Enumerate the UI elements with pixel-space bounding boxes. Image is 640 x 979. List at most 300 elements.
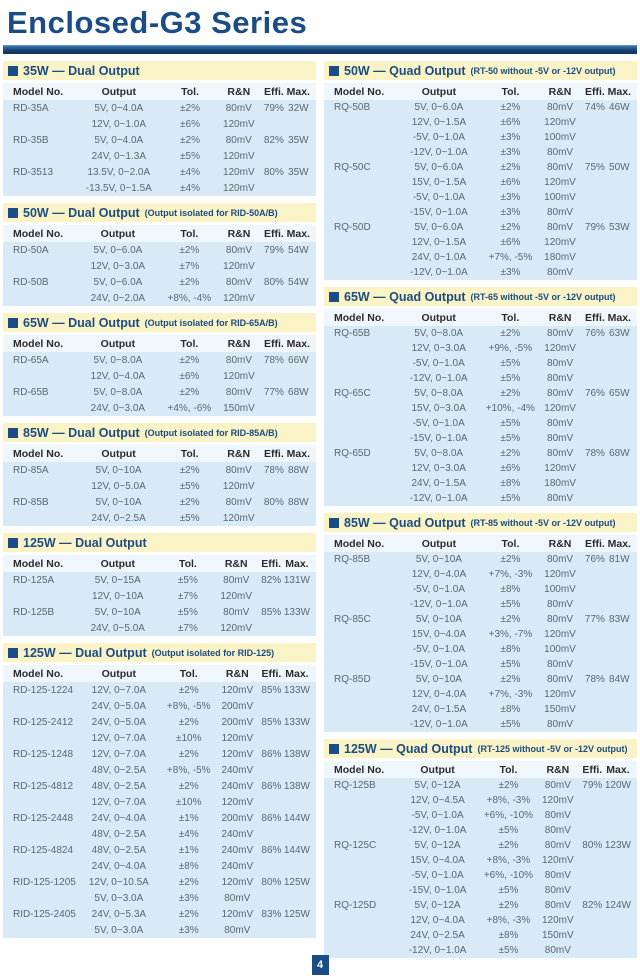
- table-head: [324, 83, 637, 100]
- max-cell: [287, 258, 316, 274]
- output-cell: 5V, 0~3.0A: [94, 924, 144, 936]
- table-row: [324, 793, 637, 808]
- section-header: [324, 513, 637, 532]
- effi-cell: [580, 913, 605, 928]
- tol-cell: +8%, -5%: [166, 700, 211, 712]
- tol-cell: ±5%: [177, 574, 198, 586]
- output-cell: 5V, 0~8.0A: [414, 448, 464, 459]
- rn-cell: 240mV: [221, 780, 254, 792]
- rn-cell: 80mV: [544, 780, 571, 791]
- model-cell: [3, 510, 74, 526]
- table-row: [3, 826, 316, 842]
- tol-cell: ±8%: [498, 930, 519, 941]
- table-row: [324, 265, 637, 280]
- effi-cell: [580, 853, 605, 868]
- model-cell: RD-50B: [13, 276, 49, 288]
- column-header: Tol.: [164, 83, 217, 100]
- effi-cell: [582, 130, 607, 145]
- model-cell: [324, 657, 395, 672]
- rn-cell: 120mV: [544, 629, 576, 640]
- model-cell: [324, 702, 395, 717]
- model-cell: [3, 922, 76, 938]
- page-title: Enclosed-G3 Series: [7, 5, 308, 40]
- tol-cell: ±2%: [500, 162, 521, 173]
- header-row: [324, 309, 637, 326]
- rn-cell: 120mV: [222, 480, 255, 492]
- column-header: Tol.: [162, 335, 217, 352]
- column-header: Max.: [287, 225, 316, 242]
- section-subtitle: (Output isolated for RID-65A/B): [144, 318, 278, 328]
- header-row: [3, 445, 316, 462]
- rn-cell: 150mV: [541, 930, 574, 941]
- rn-cell: 80mV: [544, 885, 571, 896]
- output-cell: 5V, 0~10A: [95, 496, 142, 508]
- output-cell: 12V, 0~3.0A: [411, 463, 466, 474]
- max-cell: [284, 858, 316, 874]
- section-header: [3, 423, 316, 442]
- page-footer: [0, 955, 640, 975]
- rn-cell: 120mV: [222, 166, 255, 178]
- column-header: Model No.: [324, 535, 395, 552]
- table-body: [3, 352, 316, 416]
- max-cell: [608, 250, 637, 265]
- column-header: Model No.: [324, 309, 395, 326]
- section-bullet-icon: [8, 428, 18, 438]
- effi-cell: 79%: [582, 780, 603, 791]
- output-cell: 24V, 0~1.3A: [91, 150, 146, 162]
- section-bullet-icon: [8, 208, 18, 218]
- rn-cell: 120mV: [222, 150, 255, 162]
- column-header: Max.: [605, 761, 637, 778]
- output-cell: 15V, 0~4.0A: [411, 629, 467, 640]
- tol-cell: ±7%: [177, 590, 198, 602]
- output-cell: 24V, 0~1.0A: [411, 252, 467, 263]
- model-cell: RQ-65D: [334, 448, 371, 459]
- table-row: [324, 672, 637, 687]
- model-cell: RD-65A: [13, 354, 49, 366]
- effi-cell: [582, 461, 607, 476]
- effi-cell: [582, 491, 607, 506]
- max-cell: 120W: [604, 780, 631, 791]
- effi-cell: [259, 890, 284, 906]
- table-row: [324, 687, 637, 702]
- column-header: Model No.: [3, 555, 74, 572]
- output-cell: -15V, 0~1.0A: [408, 885, 467, 896]
- model-cell: [324, 687, 395, 702]
- table-row: [3, 258, 316, 274]
- tol-cell: ±3%: [500, 132, 521, 143]
- output-cell: 12V, 0~7.0A: [91, 732, 147, 744]
- tol-cell: +8%, -3%: [486, 795, 531, 806]
- max-cell: 125W: [283, 876, 310, 888]
- column-header: Max.: [608, 83, 637, 100]
- tol-cell: +9%, -5%: [488, 343, 533, 354]
- rn-cell: 120mV: [544, 689, 576, 700]
- model-cell: [324, 431, 395, 446]
- table-row: [3, 274, 316, 290]
- output-cell: 5V, 0~10A: [415, 614, 462, 625]
- max-cell: 144W: [283, 812, 310, 824]
- output-cell: 5V, 0~8.0A: [93, 386, 143, 398]
- section-title: 125W — Dual Output: [23, 535, 147, 550]
- rn-cell: 120mV: [221, 908, 254, 920]
- output-cell: -12V, 0~1.0A: [410, 719, 468, 730]
- rn-cell: 80mV: [547, 373, 574, 384]
- rn-cell: 80mV: [546, 719, 574, 730]
- header-row: [324, 83, 637, 100]
- table-row: [324, 446, 637, 461]
- effi-cell: 82%: [582, 900, 603, 911]
- table-row: [324, 130, 637, 145]
- max-cell: 81W: [609, 554, 630, 565]
- effi-cell: [580, 883, 605, 898]
- table-body: [3, 572, 316, 636]
- max-cell: [608, 582, 637, 597]
- rn-cell: 180mV: [544, 478, 576, 489]
- effi-cell: [580, 868, 605, 883]
- model-cell: [324, 883, 394, 898]
- rn-cell: 120mV: [221, 732, 254, 744]
- section-title: 50W — Dual Output: [23, 205, 140, 220]
- max-cell: 46W: [609, 102, 630, 113]
- rn-cell: 200mV: [221, 716, 254, 728]
- effi-cell: [582, 657, 607, 672]
- column-header: Effi.: [582, 83, 607, 100]
- tol-cell: ±3%: [178, 892, 199, 904]
- max-cell: 35W: [288, 134, 309, 146]
- column-header: R&N: [538, 309, 582, 326]
- rn-cell: 80mV: [225, 276, 253, 288]
- header-row: [3, 665, 316, 682]
- tol-cell: ±1%: [178, 812, 199, 824]
- tol-cell: ±5%: [498, 825, 519, 836]
- effi-cell: [259, 730, 284, 746]
- effi-cell: [582, 401, 607, 416]
- table-row: [3, 922, 316, 938]
- max-cell: [287, 148, 316, 164]
- column-header: Tol.: [162, 225, 217, 242]
- rn-cell: 80mV: [225, 386, 253, 398]
- table-body: [324, 552, 637, 732]
- column-header: Tol.: [483, 83, 538, 100]
- rn-cell: 80mV: [546, 102, 574, 113]
- column-header: Effi.: [261, 225, 286, 242]
- model-cell: [324, 627, 395, 642]
- tol-cell: ±2%: [178, 780, 199, 792]
- model-cell: [3, 794, 76, 810]
- model-cell: [3, 698, 76, 714]
- max-cell: [608, 190, 637, 205]
- rn-cell: 150mV: [544, 704, 576, 715]
- tol-cell: ±3%: [500, 192, 521, 203]
- tol-cell: ±2%: [498, 840, 519, 851]
- model-cell: RQ-65B: [334, 328, 371, 339]
- effi-cell: [261, 148, 286, 164]
- effi-cell: 82%: [261, 574, 282, 586]
- table-row: [3, 858, 316, 874]
- max-cell: 133W: [283, 606, 310, 618]
- table-row: [324, 491, 637, 506]
- max-cell: 144W: [283, 844, 310, 856]
- section-title: 125W — Dual Output: [23, 645, 147, 660]
- spec-table: [3, 555, 316, 636]
- effi-cell: [261, 478, 287, 494]
- max-cell: [287, 116, 316, 132]
- max-cell: [287, 400, 316, 416]
- output-cell: 12V, 0~7.0A: [91, 796, 147, 808]
- section-bullet-icon: [329, 292, 339, 302]
- output-cell: 15V, 0~4.0A: [410, 855, 465, 866]
- column-header: R&N: [217, 335, 262, 352]
- model-cell: [3, 148, 74, 164]
- model-cell: [3, 762, 76, 778]
- tol-cell: ±6%: [180, 118, 200, 130]
- spec-section: [324, 287, 637, 506]
- effi-cell: [259, 698, 284, 714]
- rn-cell: 120mV: [221, 876, 254, 888]
- tol-cell: +8%, -3%: [486, 855, 531, 866]
- table-row: [324, 115, 637, 130]
- column-header: R&N: [216, 83, 261, 100]
- table-row: [324, 642, 637, 657]
- tol-cell: ±2%: [178, 908, 199, 920]
- rn-cell: 120mV: [541, 915, 574, 926]
- table-row: [324, 386, 637, 401]
- model-cell: RQ-50D: [334, 222, 371, 233]
- section-header: [3, 61, 316, 80]
- model-cell: RD-85B: [13, 496, 49, 508]
- max-cell: [284, 826, 316, 842]
- model-cell: RQ-50C: [334, 162, 371, 173]
- max-cell: [608, 461, 637, 476]
- output-cell: 5V, 0~10A: [94, 606, 141, 618]
- column-header: Effi.: [261, 445, 287, 462]
- model-cell: [3, 826, 76, 842]
- effi-cell: 85%: [261, 606, 282, 618]
- table-body: [324, 100, 637, 280]
- spec-section: [3, 61, 316, 196]
- effi-cell: [582, 235, 607, 250]
- max-cell: 32W: [288, 102, 309, 114]
- table-row: [324, 597, 637, 612]
- column-header: Tol.: [163, 445, 216, 462]
- tol-cell: +7%, -3%: [488, 569, 533, 580]
- rn-cell: 120mV: [221, 684, 254, 696]
- model-cell: [324, 913, 394, 928]
- section-title: 85W — Dual Output: [23, 425, 140, 440]
- model-cell: RD-125-4824: [13, 844, 74, 856]
- max-cell: 54W: [288, 276, 309, 288]
- spec-section: [324, 513, 637, 732]
- column-header: Output: [74, 225, 162, 242]
- section-header: [324, 739, 637, 758]
- rn-cell: 120mV: [541, 795, 574, 806]
- effi-cell: 78%: [263, 354, 284, 366]
- model-cell: RD-85A: [13, 464, 49, 476]
- output-cell: 24V, 0~2.5A: [91, 512, 146, 524]
- table-row: [3, 588, 316, 604]
- tol-cell: ±6%: [179, 370, 200, 382]
- tol-cell: ±3%: [178, 924, 199, 936]
- max-cell: 124W: [604, 900, 631, 911]
- max-cell: [608, 401, 637, 416]
- model-cell: [324, 808, 394, 823]
- effi-cell: [582, 597, 607, 612]
- max-cell: [287, 368, 316, 384]
- rn-cell: 200mV: [221, 812, 254, 824]
- table-row: [3, 494, 316, 510]
- effi-cell: [259, 858, 284, 874]
- header-row: [3, 225, 316, 242]
- table-row: [324, 657, 637, 672]
- effi-cell: [582, 341, 607, 356]
- table-row: [324, 371, 637, 386]
- spec-table: [3, 445, 316, 526]
- effi-cell: [259, 762, 284, 778]
- table-row: [3, 384, 316, 400]
- rn-cell: 120mV: [544, 343, 576, 354]
- model-cell: [324, 145, 395, 160]
- output-cell: 5V, 0~15A: [94, 574, 141, 586]
- rn-cell: 80mV: [546, 614, 574, 625]
- output-cell: 12V, 0~7.0A: [91, 748, 147, 760]
- effi-cell: [582, 371, 607, 386]
- model-cell: RD-3513: [13, 166, 54, 178]
- model-cell: [324, 401, 395, 416]
- section-header: [324, 287, 637, 306]
- rn-cell: 100mV: [544, 584, 576, 595]
- effi-cell: [258, 588, 283, 604]
- column-header: Output: [395, 309, 483, 326]
- rn-cell: 120mV: [541, 855, 574, 866]
- table-row: [324, 250, 637, 265]
- effi-cell: 80%: [261, 876, 282, 888]
- effi-cell: 80%: [263, 496, 284, 508]
- rn-cell: 80mV: [224, 924, 251, 936]
- column-header: Max.: [287, 445, 316, 462]
- effi-cell: 77%: [584, 614, 605, 625]
- section-header: [3, 533, 316, 552]
- effi-cell: [582, 416, 607, 431]
- spec-table: [3, 83, 316, 196]
- table-row: [3, 352, 316, 368]
- rn-cell: 80mV: [544, 840, 571, 851]
- tol-cell: ±8%: [500, 584, 521, 595]
- rn-cell: 80mV: [225, 464, 252, 476]
- output-cell: 5V, 0~4.0A: [94, 134, 144, 146]
- tol-cell: +8%, -5%: [166, 764, 211, 776]
- max-cell: [284, 890, 316, 906]
- tol-cell: ±3%: [500, 267, 521, 278]
- output-cell: 5V, 0~6.0A: [414, 102, 464, 113]
- table-body: [324, 778, 637, 958]
- effi-cell: 74%: [584, 102, 605, 113]
- max-cell: [608, 130, 637, 145]
- spec-table: [324, 761, 637, 958]
- rn-cell: 80mV: [547, 418, 574, 429]
- effi-cell: [582, 431, 607, 446]
- rn-cell: 120mV: [544, 237, 576, 248]
- table-body: [3, 682, 316, 938]
- spec-table: [3, 225, 316, 306]
- tol-cell: ±5%: [500, 433, 521, 444]
- spec-section: [3, 313, 316, 416]
- max-cell: [287, 510, 316, 526]
- rn-cell: 120mV: [223, 260, 255, 272]
- table-row: [324, 145, 637, 160]
- max-cell: 63W: [609, 328, 630, 339]
- effi-cell: 78%: [263, 464, 284, 476]
- model-cell: RID-125-1205: [13, 876, 76, 888]
- tol-cell: ±5%: [500, 358, 521, 369]
- max-cell: [605, 793, 637, 808]
- model-cell: [3, 290, 74, 306]
- column-header: Model No.: [3, 445, 74, 462]
- tol-cell: ±6%: [500, 237, 521, 248]
- table-body: [324, 326, 637, 506]
- table-row: [3, 778, 316, 794]
- max-cell: 138W: [283, 748, 310, 760]
- output-cell: 12V, 0~4.0A: [90, 370, 146, 382]
- output-cell: -5V, 0~1.0A: [412, 584, 465, 595]
- column-header: Effi.: [580, 761, 605, 778]
- model-cell: RD-125A: [13, 574, 55, 586]
- output-cell: 5V, 0~8.0A: [414, 328, 464, 339]
- table-row: [3, 132, 316, 148]
- tol-cell: ±2%: [180, 102, 200, 114]
- table-row: [324, 401, 637, 416]
- output-cell: -15V, 0~1.0A: [409, 433, 468, 444]
- section-subtitle: (Output isolated for RID-85A/B): [144, 428, 278, 438]
- effi-cell: 86%: [261, 812, 282, 824]
- rn-cell: 80mV: [225, 496, 252, 508]
- output-cell: -15V, 0~1.0A: [410, 659, 468, 670]
- model-cell: RD-125-1224: [13, 684, 74, 696]
- section-subtitle: (RT-50 without -5V or -12V output): [470, 66, 616, 76]
- output-cell: -12V, 0~1.0A: [410, 147, 468, 158]
- rn-cell: 80mV: [546, 147, 574, 158]
- rn-cell: 80mV: [544, 900, 571, 911]
- rn-cell: 80mV: [546, 599, 574, 610]
- max-cell: [284, 762, 316, 778]
- rn-cell: 150mV: [223, 402, 255, 414]
- tol-cell: ±5%: [500, 659, 521, 670]
- effi-cell: [259, 922, 284, 938]
- section-bullet-icon: [8, 538, 18, 548]
- tol-cell: ±5%: [500, 493, 521, 504]
- model-cell: RD-35B: [13, 134, 49, 146]
- max-cell: [284, 698, 316, 714]
- model-cell: [324, 371, 395, 386]
- max-cell: [284, 620, 316, 636]
- tol-cell: ±5%: [177, 606, 198, 618]
- effi-cell: [582, 250, 607, 265]
- rn-cell: 80mV: [544, 825, 571, 836]
- max-cell: [608, 175, 637, 190]
- effi-cell: [261, 116, 286, 132]
- section-bullet-icon: [8, 66, 18, 76]
- output-cell: 24V, 0~5.3A: [91, 908, 147, 920]
- max-cell: 53W: [609, 222, 630, 233]
- tol-cell: ±10%: [175, 732, 202, 744]
- max-cell: [608, 491, 637, 506]
- table-row: [3, 478, 316, 494]
- tol-cell: ±4%: [180, 166, 200, 178]
- model-cell: [3, 258, 74, 274]
- table-row: [324, 883, 637, 898]
- max-cell: [608, 416, 637, 431]
- max-cell: [605, 853, 637, 868]
